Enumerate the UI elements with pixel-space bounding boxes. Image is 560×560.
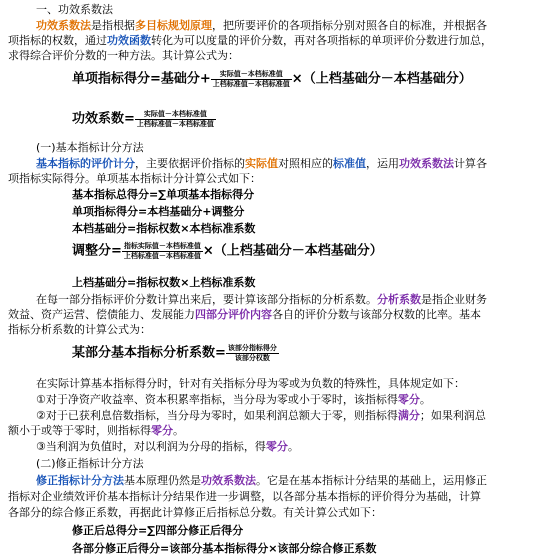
formula-rhs: ×（上档基础分－本档基础分） — [202, 243, 383, 259]
text: 在每一部分指标评价分数计算出来后，要计算该部分指标的分析系数。 — [36, 293, 377, 306]
text: 额小于或等于零时，则指标得 — [8, 424, 151, 437]
heading-basic-indicator: (一)基本指标计分方法 — [36, 141, 144, 154]
formula-adjustment — [72, 242, 383, 261]
fraction — [226, 344, 279, 363]
text: 是指企业财务 — [421, 293, 487, 306]
keyword: 功效函数 — [107, 34, 151, 47]
text: ②对于已获利息倍数指标，当分母为零时，如果利润总额大于零，则指标得 — [36, 409, 398, 422]
denominator: 上档标准值－本档标准值 — [212, 80, 290, 88]
fraction — [122, 242, 203, 261]
formula-modified-total: 修正后总得分=∑四部分修正后得分 — [72, 524, 244, 537]
keyword: 基本指标的评价计分 — [36, 157, 135, 170]
formula-single-score-2: 单项指标得分=本档基础分+调整分 — [72, 205, 245, 218]
keyword: 零分 — [265, 440, 288, 453]
paragraph-line: 各部分的综合修正系数，再据此计算修正后指标总分数。有关计算公式如下： — [8, 506, 382, 519]
text: ；如果利润总 — [419, 409, 486, 422]
denominator: 上档标准值－本档标准值 — [123, 252, 201, 260]
numerator: 实际值－本档标准值 — [211, 70, 292, 80]
text: 基本原理仍然是 — [124, 474, 201, 487]
rule-item-1 — [36, 392, 431, 407]
text: 转化为可以度量的评价分数，再对各项指标的单项评价分数进行加总， — [151, 34, 492, 47]
text: 。它是在基本指标计分结果的基础上，运用修正 — [256, 474, 487, 487]
paragraph-line — [8, 33, 492, 48]
paragraph-line: 指标分析系数的计算公式为： — [8, 323, 151, 336]
formula-base-score: 本档基础分=指标权数×本档标准系数 — [72, 222, 256, 235]
text: 。 — [287, 440, 299, 453]
keyword: 满分 — [397, 409, 420, 422]
paragraph-line — [36, 292, 487, 307]
paragraph-line: 求得综合评价分数的一种方法。其计算公式为： — [8, 49, 239, 62]
text: ③当利润为负值时，对以利润为分母的指标，得 — [36, 440, 266, 453]
numerator: 实际值－本档标准值 — [135, 110, 216, 120]
keyword: 修正指标计分方法 — [36, 474, 124, 487]
heading-modified-indicator: (二)修正指标计分方法 — [36, 457, 144, 470]
keyword: 功效系数法 — [36, 19, 91, 32]
paragraph-line: 项指标实际得分。单项基本指标计分计算公式如下： — [8, 172, 261, 185]
numerator: 该部分指标得分 — [227, 344, 277, 352]
text: 效益、资产运营、偿债能力、发展能力 — [8, 308, 195, 321]
formula-modified-part: 各部分修正后得分=该部分基本指标得分×该部分综合修正系数 — [72, 542, 377, 555]
formula-single-score — [72, 70, 472, 89]
paragraph-line — [36, 156, 487, 171]
text: ，把所要评价的各项指标分别对照各自的标准，并根据各 — [212, 19, 487, 32]
fraction — [135, 110, 216, 129]
keyword: 零分 — [151, 424, 173, 437]
formula-basic-total: 基本指标总得分=∑单项基本指标得分 — [72, 188, 255, 201]
rule-item-2-cont — [8, 423, 184, 438]
text: 对照相应的 — [278, 157, 333, 170]
denominator: 上档标准值－本档标准值 — [136, 120, 214, 128]
rule-item-2 — [36, 408, 486, 423]
text: 是指根据 — [91, 19, 135, 32]
fraction — [211, 70, 292, 89]
formula-upper-base: 上档基础分=指标权数×上档标准系数 — [72, 276, 256, 289]
text: 。 — [419, 393, 431, 406]
formula-lhs: 调整分= — [72, 243, 122, 259]
text: 计算各 — [454, 157, 487, 170]
numerator: 指标实际值－本档标准值 — [123, 242, 201, 250]
keyword: 多目标规划原理 — [135, 19, 212, 32]
keyword: 零分 — [397, 393, 420, 406]
keyword: 实际值 — [245, 157, 278, 170]
formula-rhs: ×（上档基础分－本档基础分） — [291, 71, 472, 87]
text: ①对于净资产收益率、资本积累率指标，当分母为零或小于零时，该指标得 — [36, 393, 398, 406]
keyword: 功效系数法 — [399, 157, 454, 170]
keyword: 标准值 — [333, 157, 366, 170]
text: 各自的评价分数与该部分权数的比率。基本 — [272, 308, 481, 321]
keyword: 四部分评价内容 — [195, 308, 272, 321]
keyword: 分析系数 — [377, 293, 421, 306]
paragraph-line — [8, 307, 481, 322]
paragraph-line: 指标对企业绩效评价基本指标计分结果作进一步调整，以各部分基本指标的评价得分为基础，计算 — [8, 490, 481, 503]
text: ，运用 — [366, 157, 399, 170]
formula-lhs: 某部分基本指标分析系数= — [72, 345, 226, 361]
text: 。 — [173, 424, 184, 437]
paragraph-line — [36, 18, 487, 33]
denominator: 该部分权数 — [234, 354, 270, 362]
keyword: 功效系数法 — [201, 474, 256, 487]
text: ，主要依据评价指标的 — [135, 157, 245, 170]
rule-item-3 — [36, 439, 299, 454]
heading-efficacy-method: 一、功效系数法 — [36, 3, 113, 16]
formula-analysis-coefficient — [72, 344, 279, 363]
formula-lhs: 单项指标得分=基础分+ — [72, 71, 211, 87]
paragraph-line: 在实际计算基本指标得分时，针对有关指标分母为零或为负数的特殊性，具体规定如下： — [36, 377, 465, 390]
paragraph-line — [36, 473, 487, 488]
formula-efficacy-coefficient — [72, 110, 216, 129]
formula-lhs: 功效系数= — [72, 111, 135, 127]
text: 项指标的权数，通过 — [8, 34, 107, 47]
